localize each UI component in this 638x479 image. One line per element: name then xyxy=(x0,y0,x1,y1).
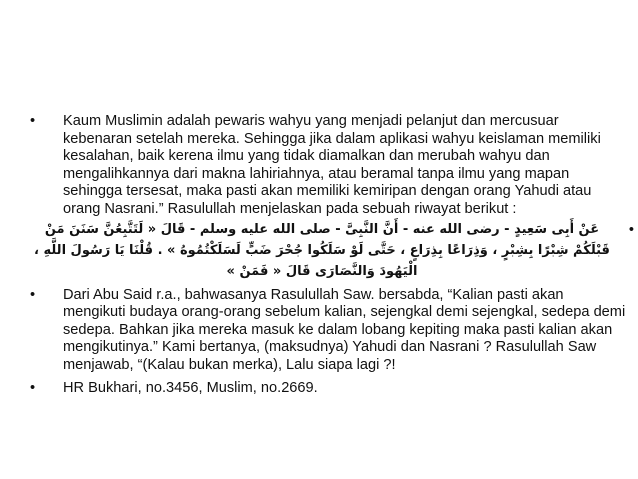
bullet-marker: • xyxy=(30,379,36,396)
bullet-item-intro xyxy=(30,113,626,219)
bullet-marker: • xyxy=(628,221,634,238)
bullet-text-translation: Dari Abu Said r.a., bahwasanya Rasulullah Saw. bersabda, “Kalian pasti akan mengikuti budaya orang-orang sebelum kalian, sejengkal demi sejengkal, sedepa demi sedepa. Bahkan jika mereka masuk ke dalam lobang kepiting maka pasti kalian akan mengikutinya.” Kami bertanya, (maksudnya) Yahudi dan Nasrani ? Rasulullah Saw menjawab, “(Kalau bukan merka), Lalu siapa lagi ?! xyxy=(63,286,626,373)
bullet-text-intro: Kaum Muslimin adalah pewaris wahyu yang menjadi pelanjut dan mercusuar kebenaran setelah mereka. Sehingga jika dalam aplikasi wahyu keislaman memiliki kesalahan, baik kerena ilmu yang tidak diamalkan dan merubah wahyu dan mengalihkannya dari makna lahiriahnya, atau beramal tanpa ilmu yang mapan sehingga tersesat, maka pasti akan memiliki kemiripan dengan orang Yahudi atau orang Nasrani.” Rasulullah menjelaskan pada sebuah riwayat berikut : xyxy=(63,113,601,217)
bullet-item-hadith-arabic xyxy=(30,219,634,282)
bullet-item-reference xyxy=(30,380,626,398)
bullet-text-reference: HR Bukhari, no.3456, Muslim, no.2669. xyxy=(63,379,318,396)
hadith-arabic-text: عَنْ أَبِى سَعِيدٍ - رضى الله عنه - أَنَّ النَّبِىَّ - صلى الله عليه وسلم - قَالَ « لَتَتَّبِعُنَّ سَنَنَ مَنْ قَبْلَكُمْ شِبْرًا بِشِبْرٍ ، وَذِرَاعًا بِذِرَاعٍ ، حَتَّى لَوْ سَلَكُوا جُحْرَ ضَبٍّ لَسَلَكْتُمُوهُ » . قُلْنَا يَا رَسُولَ اللَّهِ ، الْيَهُودَ وَالنَّصَارَى قَالَ « فَمَنْ » xyxy=(34,221,610,279)
bullet-item-translation xyxy=(30,287,626,375)
bullet-marker: • xyxy=(30,113,36,129)
bullet-marker: • xyxy=(30,286,36,303)
slide-content xyxy=(30,113,634,397)
